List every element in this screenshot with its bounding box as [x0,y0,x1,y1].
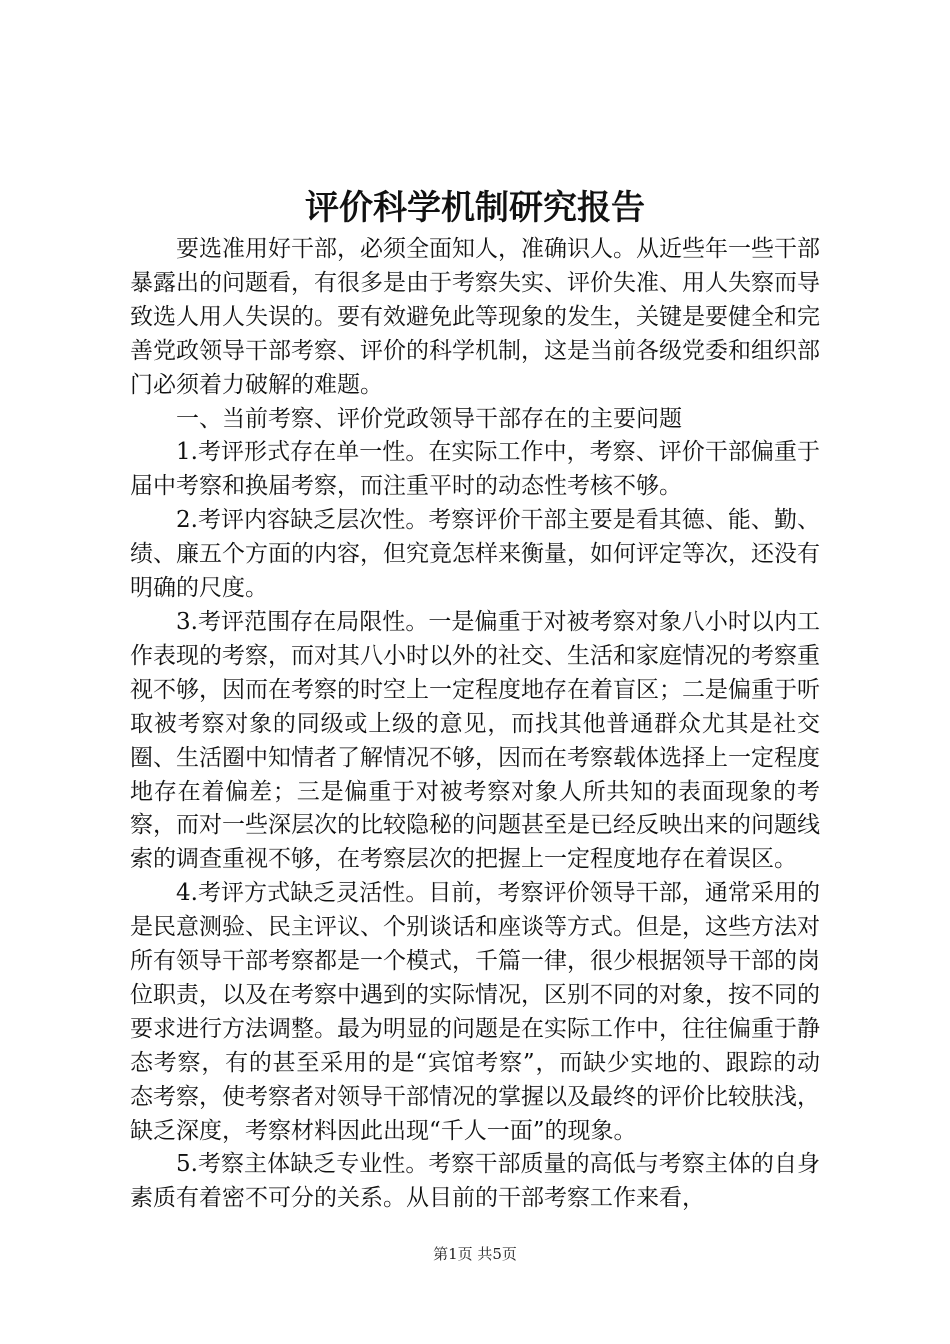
paragraph-item-3: 3.考评范围存在局限性。一是偏重于对被考察对象八小时以内工作表现的考察，而对其八小时以外的社交、生活和家庭情况的考察重视不够，因而在考察的时空上一定程度地存在着盲区；二是偏重于听取被考察对象的同级或上级的意见，而找其他普通群众尤其是社交圈、生活圈中知情者了解情况不够，因而在考察载体选择上一定程度地存在着偏差；三是偏重于对被考察对象人所共知的表面现象的考察，而对一些深层次的比较隐秘的问题甚至是已经反映出来的问题线索的调查重视不够，在考察层次的把握上一定程度地存在着误区。 [130,608,820,873]
document-title: 评价科学机制研究报告 [305,188,645,228]
page-footer: 第1页 共5页 [433,1245,517,1263]
paragraph-item-4: 4.考评方式缺乏灵活性。目前，考察评价领导干部，通常采用的是民意测验、民主评议、个别谈话和座谈等方式。但是，这些方法对所有领导干部考察都是一个模式，千篇一律，很少根据领导干部的岗位职责，以及在考察中遇到的实际情况，区别不同的对象，按不同的要求进行方法调整。最为明显的问题是在实际工作中，往往偏重于静态考察，有的甚至采用的是“宾馆考察”，而缺少实地的、跟踪的动态考察，使考察者对领导干部情况的掌握以及最终的评价比较肤浅，缺乏深度，考察材料因此出现“千人一面”的现象。 [130,880,820,1144]
section-heading: 一、当前考察、评价党政领导干部存在的主要问题 [176,405,682,432]
paragraph-intro: 要选准用好干部，必须全面知人，准确识人。从近些年一些干部暴露出的问题看，有很多是由于考察失实、评价失准、用人失察而导致选人用人失误的。要有效避免此等现象的发生，关键是要健全和完善党政领导干部考察、评价的科学机制，这是当前各级党委和组织部门必须着力破解的难题。 [130,236,820,398]
paragraph-item-1: 1.考评形式存在单一性。在实际工作中，考察、评价干部偏重于届中考察和换届考察，而注重平时的动态性考核不够。 [130,439,820,500]
paragraph-item-5: 5.考察主体缺乏专业性。考察干部质量的高低与考察主体的自身素质有着密不可分的关系。从目前的干部考察工作来看， [130,1151,820,1212]
document-body [130,233,820,1216]
paragraph-item-2: 2.考评内容缺乏层次性。考察评价干部主要是看其德、能、勤、绩、廉五个方面的内容，但究竟怎样来衡量，如何评定等次，还没有明确的尺度。 [130,507,820,602]
